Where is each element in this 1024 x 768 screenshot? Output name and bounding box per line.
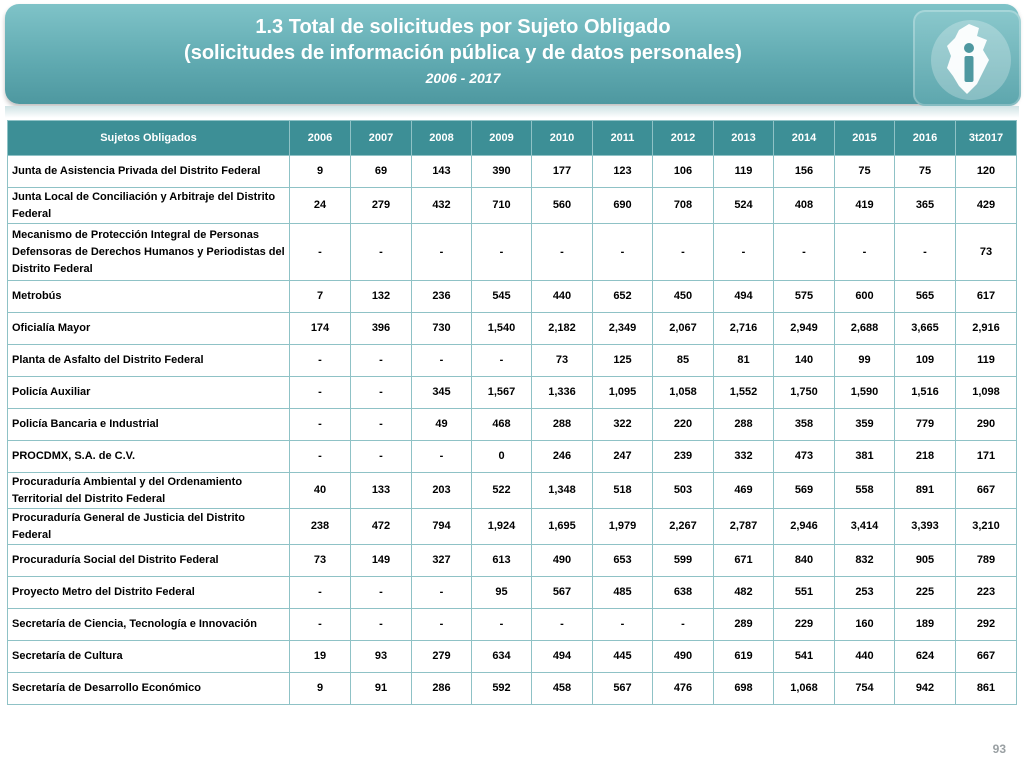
request-count-cell: - [593, 224, 653, 281]
request-count-cell: - [472, 224, 532, 281]
request-count-cell: - [653, 609, 714, 641]
request-count-cell: - [412, 441, 472, 473]
request-count-cell: 1,979 [593, 509, 653, 545]
subject-name: Secretaría de Cultura [8, 641, 290, 673]
table-row [8, 345, 1017, 377]
request-count-cell: 119 [714, 156, 774, 188]
request-count-cell: 1,058 [653, 377, 714, 409]
request-count-cell: 440 [835, 641, 895, 673]
subject-name: Planta de Asfalto del Distrito Federal [8, 345, 290, 377]
request-count-cell: 494 [714, 281, 774, 313]
request-count-cell: 789 [956, 545, 1017, 577]
request-count-cell: 358 [774, 409, 835, 441]
table-row [8, 673, 1017, 705]
solicitudes-table [7, 120, 1017, 705]
column-header-year: 2012 [653, 121, 714, 156]
request-count-cell: 75 [895, 156, 956, 188]
request-count-cell: 891 [895, 473, 956, 509]
logo-badge [913, 10, 1021, 106]
request-count-cell: 95 [472, 577, 532, 609]
table-row [8, 377, 1017, 409]
request-count-cell: - [532, 609, 593, 641]
request-count-cell: 91 [351, 673, 412, 705]
request-count-cell: 667 [956, 473, 1017, 509]
request-count-cell: 365 [895, 188, 956, 224]
request-count-cell: - [290, 377, 351, 409]
request-count-cell: 468 [472, 409, 532, 441]
request-count-cell: - [351, 224, 412, 281]
request-count-cell: 558 [835, 473, 895, 509]
request-count-cell: 522 [472, 473, 532, 509]
request-count-cell: 551 [774, 577, 835, 609]
request-count-cell: 2,916 [956, 313, 1017, 345]
request-count-cell: 2,267 [653, 509, 714, 545]
request-count-cell: 419 [835, 188, 895, 224]
request-count-cell: 698 [714, 673, 774, 705]
request-count-cell: 40 [290, 473, 351, 509]
request-count-cell: 174 [290, 313, 351, 345]
request-count-cell: - [290, 577, 351, 609]
subject-name: Mecanismo de Protección Integral de Personas Defensoras de Derechos Humanos y Periodistas del Distrito Federal [8, 224, 290, 281]
request-count-cell: 2,182 [532, 313, 593, 345]
request-count-cell: 1,068 [774, 673, 835, 705]
request-count-cell: 9 [290, 673, 351, 705]
request-count-cell: - [351, 609, 412, 641]
subject-name: Junta Local de Conciliación y Arbitraje del Distrito Federal [8, 188, 290, 224]
request-count-cell: 494 [532, 641, 593, 673]
table-row [8, 313, 1017, 345]
request-count-cell: 472 [351, 509, 412, 545]
subject-name: Policía Auxiliar [8, 377, 290, 409]
request-count-cell: 69 [351, 156, 412, 188]
request-count-cell: 2,946 [774, 509, 835, 545]
request-count-cell: 1,348 [532, 473, 593, 509]
request-count-cell: - [472, 609, 532, 641]
request-count-cell: 545 [472, 281, 532, 313]
table-row [8, 641, 1017, 673]
request-count-cell: 708 [653, 188, 714, 224]
table-row [8, 188, 1017, 224]
request-count-cell: 253 [835, 577, 895, 609]
subject-name: Procuraduría Social del Distrito Federal [8, 545, 290, 577]
subject-name: Junta de Asistencia Privada del Distrito Federal [8, 156, 290, 188]
request-count-cell: 345 [412, 377, 472, 409]
request-count-cell: 432 [412, 188, 472, 224]
request-count-cell: 132 [351, 281, 412, 313]
request-count-cell: 1,924 [472, 509, 532, 545]
request-count-cell: 396 [351, 313, 412, 345]
column-header-year: 2010 [532, 121, 593, 156]
request-count-cell: 9 [290, 156, 351, 188]
request-count-cell: 1,095 [593, 377, 653, 409]
request-count-cell: 3,210 [956, 509, 1017, 545]
request-count-cell: 3,393 [895, 509, 956, 545]
subject-name: Metrobús [8, 281, 290, 313]
request-count-cell: 288 [714, 409, 774, 441]
request-count-cell: - [351, 441, 412, 473]
request-count-cell: 617 [956, 281, 1017, 313]
request-count-cell: 1,516 [895, 377, 956, 409]
request-count-cell: 85 [653, 345, 714, 377]
request-count-cell: 143 [412, 156, 472, 188]
request-count-cell: - [653, 224, 714, 281]
request-count-cell: 624 [895, 641, 956, 673]
request-count-cell: - [290, 345, 351, 377]
request-count-cell: 225 [895, 577, 956, 609]
request-count-cell: 247 [593, 441, 653, 473]
subject-name: PROCDMX, S.A. de C.V. [8, 441, 290, 473]
request-count-cell: 567 [532, 577, 593, 609]
request-count-cell: 503 [653, 473, 714, 509]
request-count-cell: 710 [472, 188, 532, 224]
request-count-cell: 1,098 [956, 377, 1017, 409]
table-row [8, 509, 1017, 545]
column-header-year: 2016 [895, 121, 956, 156]
request-count-cell: 75 [835, 156, 895, 188]
request-count-cell: 469 [714, 473, 774, 509]
request-count-cell: 2,949 [774, 313, 835, 345]
request-count-cell: 652 [593, 281, 653, 313]
table-row [8, 577, 1017, 609]
subject-name: Procuraduría General de Justicia del Distrito Federal [8, 509, 290, 545]
request-count-cell: 3,414 [835, 509, 895, 545]
column-header-year: 2008 [412, 121, 472, 156]
request-count-cell: 156 [774, 156, 835, 188]
request-count-cell: - [472, 345, 532, 377]
request-count-cell: 779 [895, 409, 956, 441]
request-count-cell: - [290, 409, 351, 441]
request-count-cell: 567 [593, 673, 653, 705]
request-count-cell: 1,750 [774, 377, 835, 409]
request-count-cell: 476 [653, 673, 714, 705]
column-header-year: 2006 [290, 121, 351, 156]
request-count-cell: - [412, 577, 472, 609]
request-count-cell: - [835, 224, 895, 281]
request-count-cell: 189 [895, 609, 956, 641]
request-count-cell: 73 [290, 545, 351, 577]
request-count-cell: 2,067 [653, 313, 714, 345]
page-number: 93 [992, 742, 1006, 756]
request-count-cell: 106 [653, 156, 714, 188]
request-count-cell: 7 [290, 281, 351, 313]
request-count-cell: 238 [290, 509, 351, 545]
request-count-cell: 359 [835, 409, 895, 441]
table-row [8, 156, 1017, 188]
request-count-cell: 429 [956, 188, 1017, 224]
subject-name: Secretaría de Desarrollo Económico [8, 673, 290, 705]
table-row [8, 473, 1017, 509]
request-count-cell: 381 [835, 441, 895, 473]
request-count-cell: 408 [774, 188, 835, 224]
request-count-cell: 3,665 [895, 313, 956, 345]
request-count-cell: 93 [351, 641, 412, 673]
request-count-cell: 177 [532, 156, 593, 188]
request-count-cell: 171 [956, 441, 1017, 473]
request-count-cell: - [895, 224, 956, 281]
column-header-year: 2009 [472, 121, 532, 156]
request-count-cell: - [351, 345, 412, 377]
request-count-cell: 592 [472, 673, 532, 705]
request-count-cell: 120 [956, 156, 1017, 188]
request-count-cell: 490 [653, 641, 714, 673]
request-count-cell: 560 [532, 188, 593, 224]
request-count-cell: 123 [593, 156, 653, 188]
table-row [8, 609, 1017, 641]
request-count-cell: 149 [351, 545, 412, 577]
request-count-cell: 0 [472, 441, 532, 473]
request-count-cell: 2,688 [835, 313, 895, 345]
request-count-cell: 518 [593, 473, 653, 509]
request-count-cell: 541 [774, 641, 835, 673]
request-count-cell: 119 [956, 345, 1017, 377]
cdmx-info-map-icon [913, 10, 1021, 106]
request-count-cell: 450 [653, 281, 714, 313]
request-count-cell: 19 [290, 641, 351, 673]
request-count-cell: - [351, 377, 412, 409]
request-count-cell: 2,787 [714, 509, 774, 545]
request-count-cell: - [532, 224, 593, 281]
column-header-year: 2007 [351, 121, 412, 156]
table-row [8, 545, 1017, 577]
request-count-cell: 2,716 [714, 313, 774, 345]
request-count-cell: 634 [472, 641, 532, 673]
request-count-cell: 458 [532, 673, 593, 705]
page-title: 1.3 Total de solicitudes por Sujeto Obligado [255, 16, 671, 38]
request-count-cell: 24 [290, 188, 351, 224]
request-count-cell: - [290, 609, 351, 641]
request-count-cell: 140 [774, 345, 835, 377]
year-range: 2006 - 2017 [425, 70, 501, 86]
request-count-cell: 218 [895, 441, 956, 473]
request-count-cell: 942 [895, 673, 956, 705]
request-count-cell: 1,552 [714, 377, 774, 409]
column-header-year: 3t2017 [956, 121, 1017, 156]
request-count-cell: 125 [593, 345, 653, 377]
request-count-cell: 840 [774, 545, 835, 577]
title-block [5, 14, 921, 88]
request-count-cell: 73 [956, 224, 1017, 281]
request-count-cell: 794 [412, 509, 472, 545]
request-count-cell: 109 [895, 345, 956, 377]
request-count-cell: 569 [774, 473, 835, 509]
request-count-cell: 575 [774, 281, 835, 313]
column-header-year: 2013 [714, 121, 774, 156]
column-header-year: 2011 [593, 121, 653, 156]
column-header-year: 2015 [835, 121, 895, 156]
subject-name: Oficialía Mayor [8, 313, 290, 345]
header-shadow [5, 106, 1019, 118]
request-count-cell: 246 [532, 441, 593, 473]
request-count-cell: 2,349 [593, 313, 653, 345]
request-count-cell: 730 [412, 313, 472, 345]
table-row [8, 224, 1017, 281]
title-banner [5, 4, 1019, 104]
request-count-cell: - [290, 224, 351, 281]
request-count-cell: 861 [956, 673, 1017, 705]
request-count-cell: 220 [653, 409, 714, 441]
request-count-cell: 1,590 [835, 377, 895, 409]
request-count-cell: 524 [714, 188, 774, 224]
request-count-cell: 905 [895, 545, 956, 577]
request-count-cell: 600 [835, 281, 895, 313]
request-count-cell: 160 [835, 609, 895, 641]
request-count-cell: 599 [653, 545, 714, 577]
column-header-subject: Sujetos Obligados [8, 121, 290, 156]
subject-name: Procuraduría Ambiental y del Ordenamiento Territorial del Distrito Federal [8, 473, 290, 509]
request-count-cell: 327 [412, 545, 472, 577]
request-count-cell: 565 [895, 281, 956, 313]
table-row [8, 409, 1017, 441]
request-count-cell: 1,540 [472, 313, 532, 345]
request-count-cell: 671 [714, 545, 774, 577]
request-count-cell: 229 [774, 609, 835, 641]
request-count-cell: 754 [835, 673, 895, 705]
table-row [8, 441, 1017, 473]
request-count-cell: 286 [412, 673, 472, 705]
request-count-cell: 1,567 [472, 377, 532, 409]
request-count-cell: 445 [593, 641, 653, 673]
request-count-cell: 49 [412, 409, 472, 441]
request-count-cell: 482 [714, 577, 774, 609]
subject-name: Secretaría de Ciencia, Tecnología e Innovación [8, 609, 290, 641]
request-count-cell: 239 [653, 441, 714, 473]
request-count-cell: 236 [412, 281, 472, 313]
request-count-cell: 1,695 [532, 509, 593, 545]
request-count-cell: 223 [956, 577, 1017, 609]
page-subtitle: (solicitudes de información pública y de datos personales) [184, 42, 742, 64]
request-count-cell: - [593, 609, 653, 641]
column-header-year: 2014 [774, 121, 835, 156]
request-count-cell: 485 [593, 577, 653, 609]
request-count-cell: 832 [835, 545, 895, 577]
request-count-cell: 322 [593, 409, 653, 441]
request-count-cell: 667 [956, 641, 1017, 673]
request-count-cell: 292 [956, 609, 1017, 641]
request-count-cell: 613 [472, 545, 532, 577]
request-count-cell: 332 [714, 441, 774, 473]
request-count-cell: 279 [412, 641, 472, 673]
request-count-cell: 73 [532, 345, 593, 377]
request-count-cell: 653 [593, 545, 653, 577]
request-count-cell: - [412, 224, 472, 281]
request-count-cell: 619 [714, 641, 774, 673]
request-count-cell: 490 [532, 545, 593, 577]
request-count-cell: 81 [714, 345, 774, 377]
request-count-cell: - [714, 224, 774, 281]
table-header-row [8, 121, 1017, 156]
request-count-cell: 288 [532, 409, 593, 441]
request-count-cell: 279 [351, 188, 412, 224]
request-count-cell: 638 [653, 577, 714, 609]
request-count-cell: 290 [956, 409, 1017, 441]
request-count-cell: - [351, 409, 412, 441]
request-count-cell: - [290, 441, 351, 473]
subject-name: Proyecto Metro del Distrito Federal [8, 577, 290, 609]
request-count-cell: 203 [412, 473, 472, 509]
table-row [8, 281, 1017, 313]
request-count-cell: 690 [593, 188, 653, 224]
request-count-cell: 133 [351, 473, 412, 509]
request-count-cell: - [412, 609, 472, 641]
request-count-cell: 289 [714, 609, 774, 641]
request-count-cell: 440 [532, 281, 593, 313]
request-count-cell: 1,336 [532, 377, 593, 409]
request-count-cell: 473 [774, 441, 835, 473]
request-count-cell: - [774, 224, 835, 281]
subject-name: Policía Bancaria e Industrial [8, 409, 290, 441]
request-count-cell: - [351, 577, 412, 609]
request-count-cell: 390 [472, 156, 532, 188]
request-count-cell: 99 [835, 345, 895, 377]
request-count-cell: - [412, 345, 472, 377]
